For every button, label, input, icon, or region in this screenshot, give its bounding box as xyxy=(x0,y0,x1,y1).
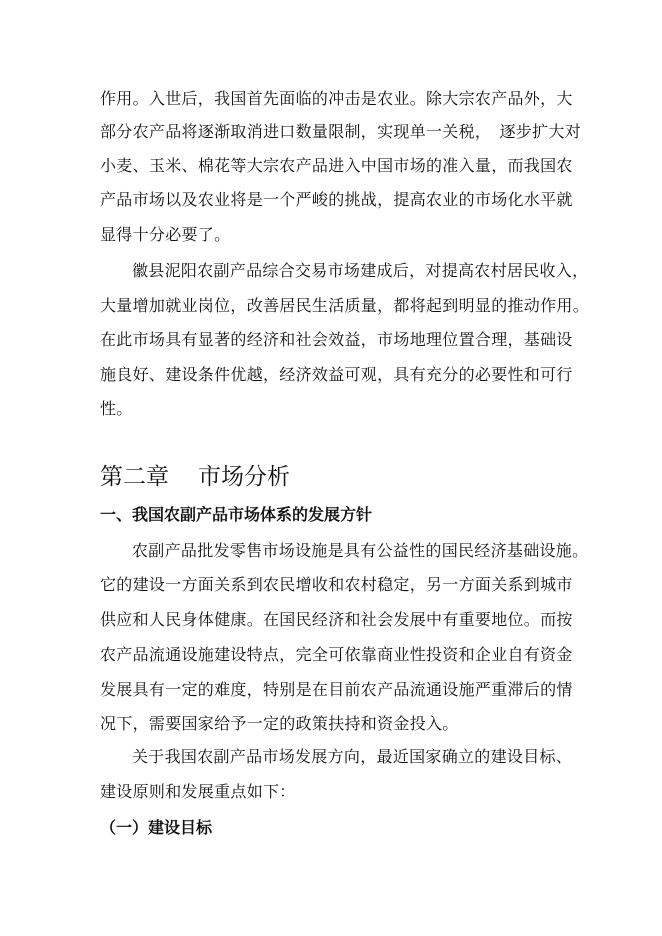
paragraph-line: 小麦、玉米、棉花等大宗农产品进入中国市场的准入量，而我国农 xyxy=(100,156,573,175)
paragraph-line: 它的建设一方面关系到农民增收和农村稳定，另一方面关系到城市 xyxy=(100,575,573,594)
paragraph-line: 徽县泥阳农副产品综合交易市场建成后，对提高农村居民收入， xyxy=(132,261,589,280)
paragraph-line: 农产品流通设施建设特点，完全可依靠商业性投资和企业自有资金 xyxy=(100,645,573,664)
paragraph-line: 施良好、建设条件优越，经济效益可观，具有充分的必要性和可行 xyxy=(100,365,573,384)
paragraph-line: 农副产品批发零售市场设施是具有公益性的国民经济基础设施。 xyxy=(132,541,589,560)
paragraph-line: 供应和人民身体健康。在国民经济和社会发展中有重要地位。而按 xyxy=(100,610,573,629)
paragraph-line: 况下，需要国家给予一定的政策扶持和资金投入。 xyxy=(100,714,459,733)
paragraph-line: 大量增加就业岗位，改善居民生活质量，都将起到明显的推动作用。 xyxy=(100,296,590,315)
paragraph-line: 部分农产品将逐渐取消进口数量限制，实现单一关税， 逐步扩大对 xyxy=(100,122,582,141)
paragraph-line: 显得十分必要了。 xyxy=(100,225,231,244)
section-heading: 一、我国农副产品市场体系的发展方针 xyxy=(100,505,373,524)
subsection-heading: （一）建设目标 xyxy=(100,818,213,837)
paragraph-line: 关于我国农副产品市场发展方向，最近国家确立的建设目标、 xyxy=(132,747,573,766)
paragraph-line: 在此市场具有显著的经济和社会效益，市场地理位置合理，基础设 xyxy=(100,330,573,349)
paragraph-line: 性。 xyxy=(100,399,133,418)
paragraph-line: 作用。入世后，我国首先面临的冲击是农业。除大宗农产品外，大 xyxy=(100,89,573,108)
paragraph-line: 发展具有一定的难度，特别是在目前农产品流通设施严重滞后的情 xyxy=(100,680,573,699)
paragraph-line: 产品市场以及农业将是一个严峻的挑战，提高农业的市场化水平就 xyxy=(100,190,573,209)
chapter-heading xyxy=(100,462,290,492)
paragraph-line: 建设原则和发展重点如下： xyxy=(100,782,296,801)
chapter-title: 市场分析 xyxy=(198,464,290,490)
chapter-number: 第二章 xyxy=(100,464,169,490)
